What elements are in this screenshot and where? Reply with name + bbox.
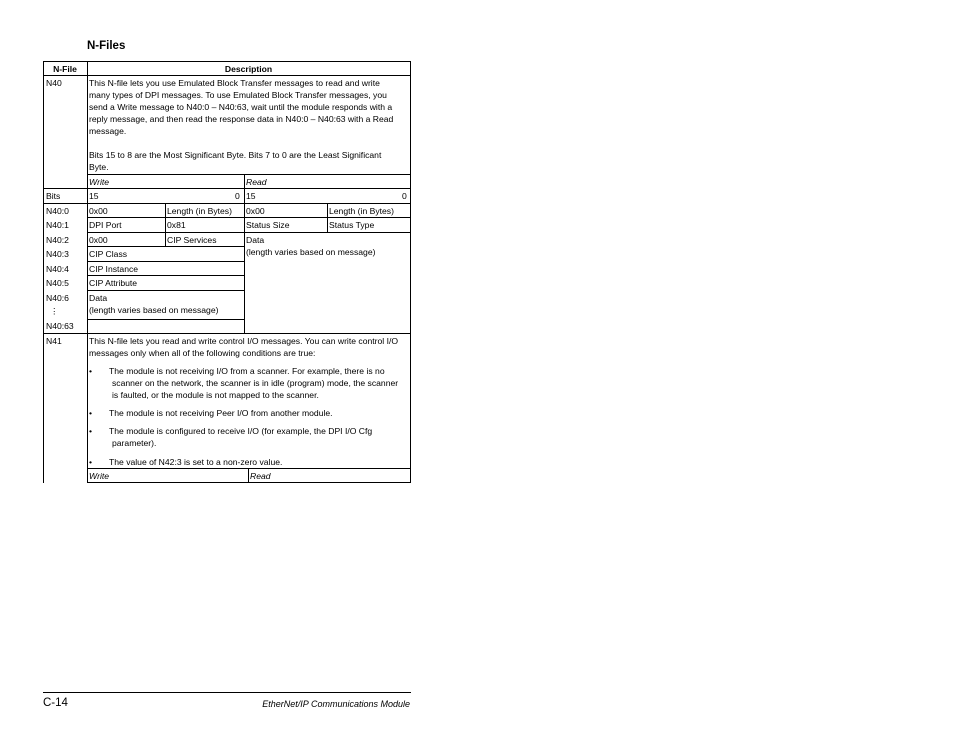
row-label: N40:3 <box>46 249 69 259</box>
bullet: • <box>89 408 93 418</box>
bullet-text: The module is not receiving Peer I/O from another module. <box>109 408 333 418</box>
vertical-ellipsis: ⋮ <box>50 306 59 316</box>
write-cell: CIP Services <box>167 235 217 245</box>
write-cell: (length varies based on message) <box>89 305 219 315</box>
n41-intro: This N-file lets you read and write control I/O messages. You can write control I/O <box>89 336 399 346</box>
bullet-text: scanner on the network, the scanner is in idle (program) mode, the scanner <box>112 378 399 388</box>
bullet-text: The value of N42:3 is set to a non-zero value. <box>109 457 283 467</box>
n40-write-label: Write <box>89 177 110 187</box>
bullet: • <box>89 426 93 436</box>
read-cell: Length (in Bytes) <box>329 206 394 216</box>
row-label: N40:5 <box>46 278 69 288</box>
read-bit-low: 0 <box>402 191 407 201</box>
row-label: N40:6 <box>46 293 69 303</box>
write-cell: 0x00 <box>89 235 108 245</box>
footer-title: EtherNet/IP Communications Module <box>262 699 410 709</box>
section-heading: N-Files <box>87 40 126 52</box>
bullet: • <box>89 366 93 376</box>
write-cell: Length (in Bytes) <box>167 206 232 216</box>
write-cell: CIP Attribute <box>89 278 138 288</box>
write-cell: CIP Instance <box>89 264 139 274</box>
n40-description: This N-file lets you use Emulated Block Transfer messages to read and write many types of DPI messages. To use Emulated Block Transfer messages, you send a Write message to N40:0 – N40:63, wait until the module responds with a reply message, and then read the response data in N40:0 – N40:63 with a Read message. Bits 15 to 8 are the Most Significant Byte. Bits 7 to 0 are the Least Significant Byte. <box>89 78 394 172</box>
write-cell: Data <box>89 293 108 303</box>
n40-label: N40 <box>46 78 62 88</box>
header-description: Description <box>224 64 273 74</box>
read-cell: (length varies based on message) <box>246 247 376 257</box>
footer-rule <box>43 692 411 693</box>
row-label: N40:0 <box>46 206 69 216</box>
header-n-file: N-File <box>53 64 77 74</box>
row-label: N40:4 <box>46 264 69 274</box>
write-cell: DPI Port <box>89 220 122 230</box>
write-cell: CIP Class <box>89 249 128 259</box>
bullet: • <box>89 457 93 467</box>
read-bit-high: 15 <box>246 191 256 201</box>
read-cell: Status Type <box>329 220 375 230</box>
read-cell: 0x00 <box>246 206 265 216</box>
row-label: N40:1 <box>46 220 69 230</box>
bullet-text: The module is configured to receive I/O (for example, the DPI I/O Cfg <box>109 426 373 436</box>
row-label: N40:2 <box>46 235 69 245</box>
bullet-text: parameter). <box>112 438 157 448</box>
write-bit-high: 15 <box>89 191 99 201</box>
n41-intro: messages only when all of the following conditions are true: <box>89 348 316 358</box>
page-number: C-14 <box>43 697 68 709</box>
read-cell: Status Size <box>246 220 290 230</box>
read-cell: Data <box>246 235 265 245</box>
n41-write-label: Write <box>89 471 110 481</box>
n41-label: N41 <box>46 336 62 346</box>
n40-read-label: Read <box>246 177 267 187</box>
bullet-text: The module is not receiving I/O from a scanner. For example, there is no <box>109 366 385 376</box>
write-cell: 0x00 <box>89 206 108 216</box>
bullet-text: is faulted, or the module is not mapped to the scanner. <box>112 390 319 400</box>
n41-read-label: Read <box>250 471 271 481</box>
row-label: N40:63 <box>46 321 74 331</box>
bits-label: Bits <box>46 191 61 201</box>
write-cell: 0x81 <box>167 220 186 230</box>
write-bit-low: 0 <box>235 191 240 201</box>
